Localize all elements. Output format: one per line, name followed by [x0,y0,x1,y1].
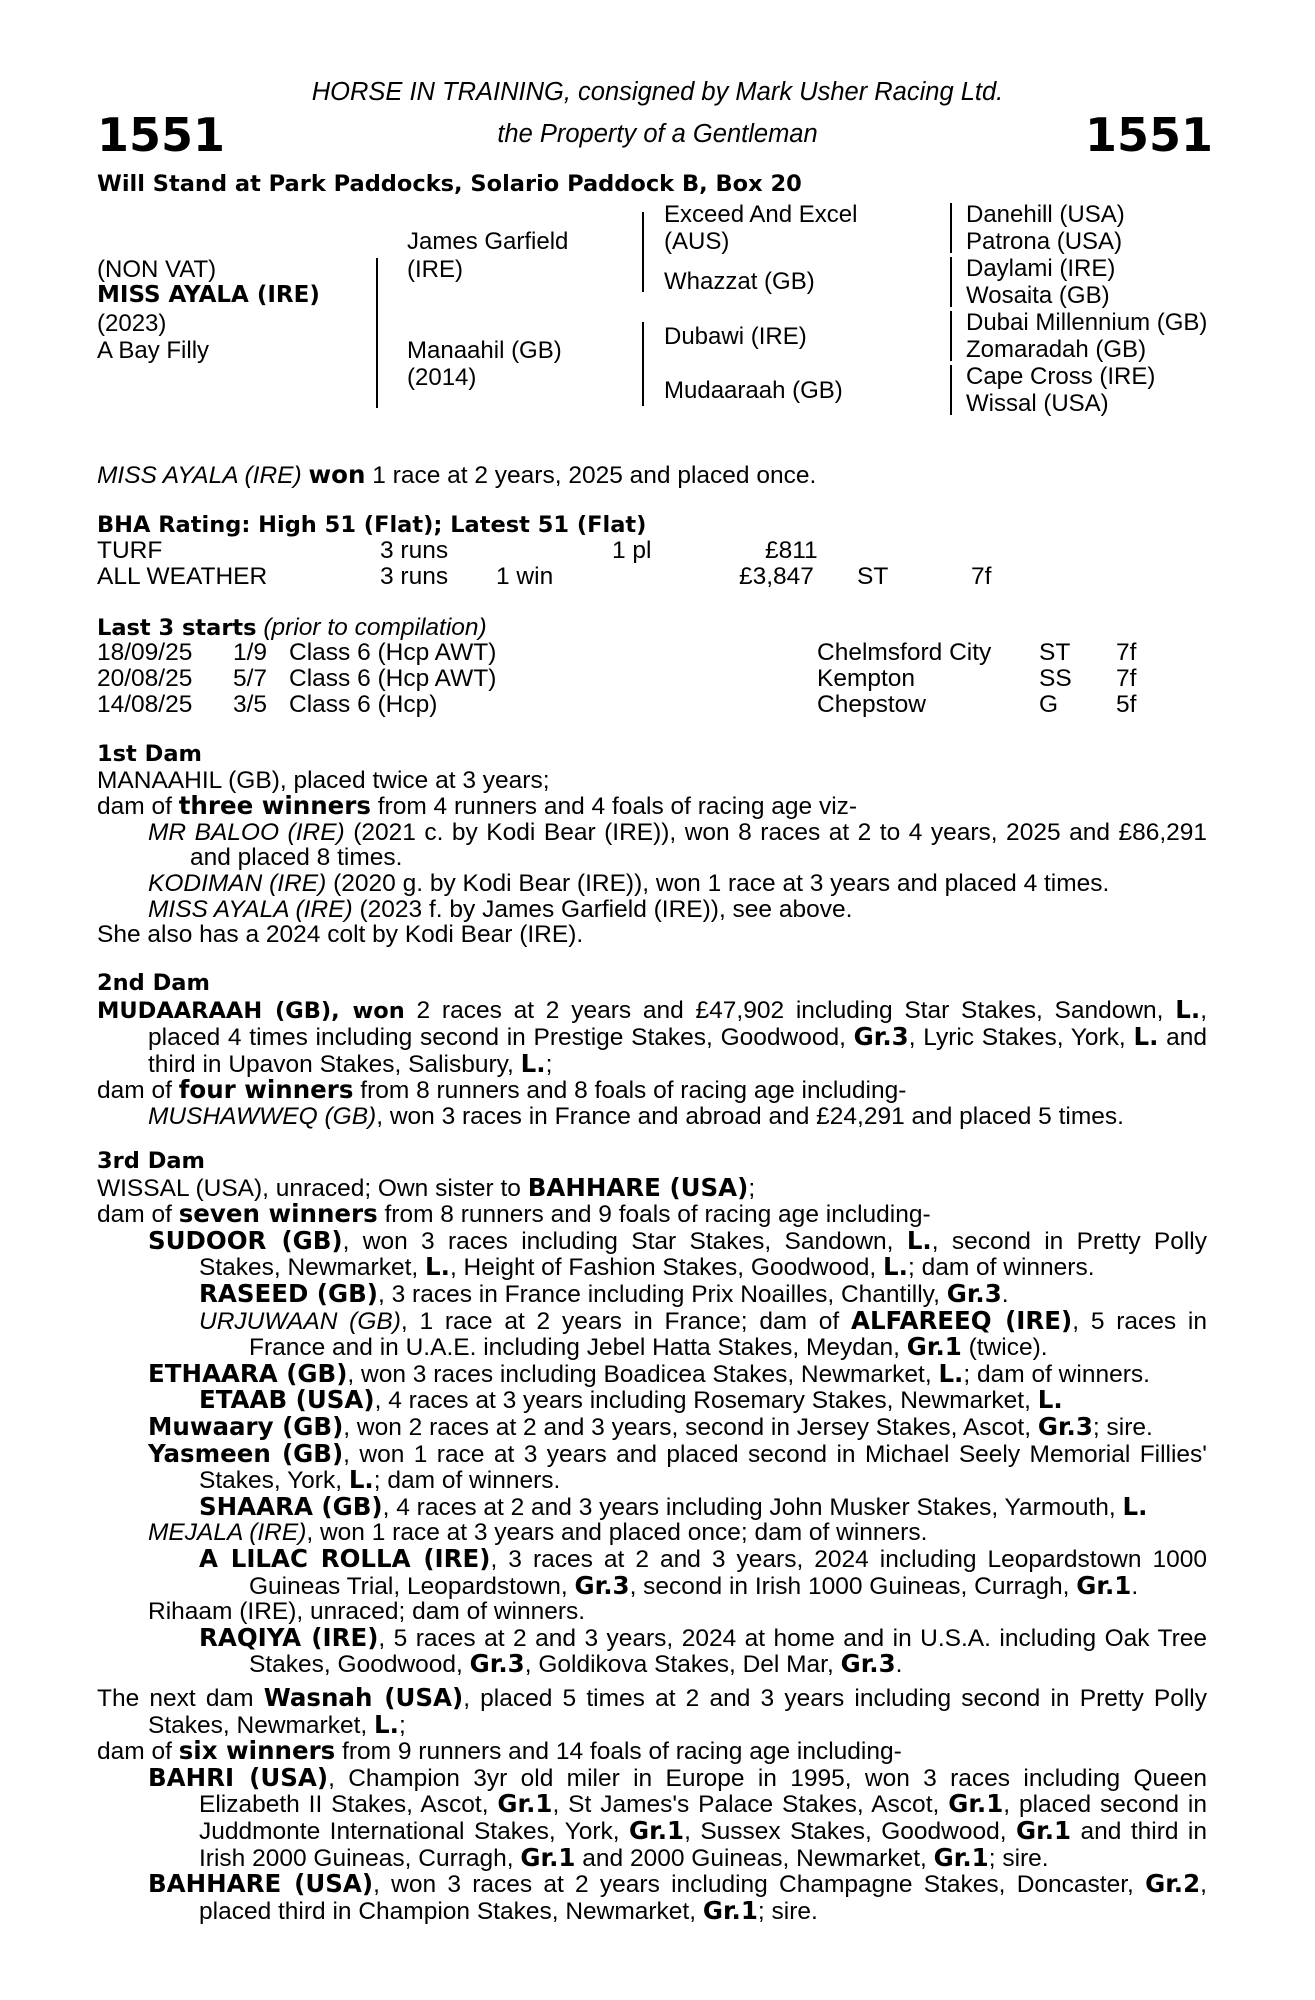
aw-prize: £3,847 [739,563,814,590]
first-dam-title: 1st Dam [97,741,202,767]
start-course: Chelmsford City [817,639,992,666]
start-row [97,692,1197,718]
turf-row [97,538,1197,564]
offspring-1: MR BALOO (IRE) (2021 c. by Kodi Bear (IRE)), won 8 races at 2 to 4 years, 2025 and £86,291 and placed 8 times. [148,818,1208,872]
first-dam-line: MANAAHIL (GB), placed twice at 3 years; [97,766,550,794]
consignor-line: HORSE IN TRAINING, consigned by Mark Usher Racing Ltd. [311,78,1004,106]
horse-year: (2023) [97,310,167,337]
start-position: 3/5 [233,691,268,718]
start-row [97,640,1197,666]
sire-sire-name: Exceed And Excel [664,201,858,228]
start-date: 14/08/25 [97,691,193,718]
sudoor: SUDOOR (GB), won 3 races including Star Stakes, Sandown, L., second in Pretty Polly Stakes, Newmarket, L., Height of Fashion Stakes, Goodwood, L.; dam of winners. [148,1225,1207,1282]
brace-2 [642,212,644,292]
urjuwaan: URJUWAAN (GB), 1 race at 2 years in France; dam of ALFAREEQ (IRE), 5 races in France and in U.A.E. including Jebel Hatta Stakes, Meydan, Gr.1 (twice). [199,1305,1207,1362]
turf-runs: 3 runs [380,537,449,564]
dam-name: Manaahil (GB) [407,337,562,364]
sire-name: James Garfield [407,228,569,255]
first-dam-section [97,742,1207,948]
brace-5 [950,257,952,307]
dam-dam: Mudaaraah (GB) [664,377,843,404]
turf-prize: £811 [765,537,818,564]
horse-name: MISS AYALA (IRE) [97,282,320,308]
aw-label: ALL WEATHER [97,563,268,590]
shaara: SHAARA (GB), 4 races at 2 and 3 years including John Musker Stakes, Yarmouth, L. [199,1491,1148,1521]
start-going: ST [1039,639,1071,666]
third-dam-line: WISSAL (USA), unraced; Own sister to BAHHARE (USA); [97,1172,756,1202]
third-dam-section [97,1149,1207,1678]
rihaam: Rihaam (IRE), unraced; dam of winners. [148,1598,586,1626]
last3-note: (prior to compilation) [263,614,487,641]
brace-6 [950,311,952,361]
next-dam-section [97,1685,1207,1924]
etaab: ETAAB (USA), 4 races at 3 years including Rosemary Stakes, Newmarket, L. [199,1385,1063,1415]
summary-horse: MISS AYALA (IRE) [97,462,302,489]
start-row [97,666,1197,692]
last3-title: Last 3 starts [97,615,257,641]
turf-label: TURF [97,537,163,564]
start-date: 18/09/25 [97,639,193,666]
summary-rest: 1 race at 2 years, 2025 and placed once. [365,462,817,489]
start-course: Kempton [817,665,916,692]
first-dam-produce: dam of three winners from 4 runners and 4 foals of racing age viz- [97,791,858,821]
last3-heading [97,615,1207,642]
third-dam-produce: dam of seven winners from 8 runners and 9 foals of racing age including- [97,1199,931,1229]
g3-2: Patrona (USA) [966,228,1123,255]
sire-dam: Whazzat (GB) [664,268,815,295]
g3-5: Dubai Millennium (GB) [966,309,1208,336]
yasmeen: Yasmeen (GB), won 1 race at 3 years and placed second in Michael Seely Memorial Fillies' Stakes, York, L.; dam of winners. [148,1438,1207,1495]
lot-number-left: 1551 [97,108,226,162]
start-going: SS [1039,665,1072,692]
start-class: Class 6 (Hcp) [289,691,438,718]
ethaara: ETHAARA (GB), won 3 races including Boadicea Stakes, Newmarket, L.; dam of winners. [148,1358,1150,1388]
g3-7: Cape Cross (IRE) [966,363,1156,390]
offspring-3: MISS AYALA (IRE) (2023 f. by James Garfield (IRE)), see above. [148,895,853,923]
g3-4: Wosaita (GB) [966,282,1110,309]
summary-won: won [308,460,366,489]
mejala: MEJALA (IRE), won 1 race at 3 years and placed once; dam of winners. [148,1519,928,1547]
start-date: 20/08/25 [97,665,193,692]
g3-6: Zomaradah (GB) [966,336,1147,363]
horse-description: A Bay Filly [97,337,210,364]
start-distance: 7f [1116,639,1137,666]
raqiya: RAQIYA (IRE), 5 races at 2 and 3 years, 2024 at home and in U.S.A. including Oak Tree Stakes, Goodwood, Gr.3, Goldikova Stakes, Del Mar, Gr.3. [199,1622,1207,1679]
next-dam-produce: dam of six winners from 9 runners and 14 foals of racing age including- [97,1736,902,1766]
sire-sire-country: (AUS) [664,228,730,255]
turf-placed: 1 pl [612,537,652,564]
g3-8: Wissal (USA) [966,390,1109,417]
bahhare: BAHHARE (USA), won 3 races at 2 years including Champagne Stakes, Doncaster, Gr.2, placed third in Champion Stakes, Newmarket, Gr.1; sire. [148,1869,1207,1925]
lot-number-right: 1551 [1085,108,1214,162]
sire-country: (IRE) [407,256,463,283]
raseed: RASEED (GB), 3 races in France including Prix Noailles, Chantilly, Gr.3. [199,1278,1009,1308]
property-line: the Property of a Gentleman [497,120,818,148]
start-course: Chepstow [817,691,926,718]
third-dam-title: 3rd Dam [97,1148,205,1174]
offspring-2: KODIMAN (IRE) (2020 g. by Kodi Bear (IRE)), won 1 race at 3 years and placed 4 times. [148,869,1110,897]
race-summary [97,462,1207,489]
vat-status: (NON VAT) [97,256,217,283]
g3-1: Danehill (USA) [966,201,1125,228]
aw-wins: 1 win [496,563,554,590]
second-dam-produce: dam of four winners from 8 runners and 8 foals of racing age including- [97,1075,907,1105]
aw-runs: 3 runs [380,563,449,590]
start-distance: 5f [1116,691,1137,718]
dam-sire: Dubawi (IRE) [664,323,807,350]
aw-going: ST [857,563,889,590]
brace-1 [376,258,378,408]
first-dam-foal: She also has a 2024 colt by Kodi Bear (IRE). [97,921,584,949]
start-distance: 7f [1116,665,1137,692]
muwaary: Muwaary (GB), won 2 races at 2 and 3 years, second in Jersey Stakes, Ascot, Gr.3; sire. [148,1411,1153,1441]
brace-7 [950,365,952,415]
start-class: Class 6 (Hcp AWT) [289,665,497,692]
dam-year: (2014) [407,364,477,391]
start-class: Class 6 (Hcp AWT) [289,639,497,666]
bahri: BAHRI (USA), Champion 3yr old miler in Europe in 1995, won 3 races including Queen Elizabeth II Stakes, Ascot, Gr.1, St James's Palace Stakes, Ascot, Gr.1, placed second in Juddmonte International Stakes, York, Gr.1, Sussex Stakes, Goodwood, Gr.1 and third in Irish 2000 Guineas, Curragh, Gr.1 and 2000 Guineas, Newmarket, Gr.1; sire. [148,1762,1208,1872]
venue-line: Will Stand at Park Paddocks, Solario Paddock B, Box 20 [97,171,802,197]
bha-rating: BHA Rating: High 51 (Flat); Latest 51 (Flat) [97,512,647,538]
start-position: 5/7 [233,665,268,692]
next-dam-record: The next dam Wasnah (USA), placed 5 times at 2 and 3 years including second in Pretty Polly Stakes, Newmarket, L.; [97,1683,1208,1739]
aw-distance: 7f [971,563,992,590]
second-dam-record: MUDAARAAH (GB), won 2 races at 2 years and £47,902 including Star Stakes, Sandown, L., placed 4 times including second in Prestige Stakes, Goodwood, Gr.3, Lyric Stakes, York, L. and third in Upavon Stakes, Salisbury, L.; [97,994,1208,1078]
brace-4 [950,203,952,253]
brace-3 [642,322,644,406]
g3-3: Daylami (IRE) [966,255,1116,282]
a-lilac-rolla: A LILAC ROLLA (IRE), 3 races at 2 and 3 years, 2024 including Leopardstown 1000 Guineas Trial, Leopardstown, Gr.3, second in Irish 1000 Guineas, Curragh, Gr.1. [199,1543,1207,1600]
start-position: 1/9 [233,639,268,666]
aw-row [97,564,1197,590]
second-dam-title: 2nd Dam [97,970,210,996]
second-dam-section [97,971,1207,1130]
start-going: G [1039,691,1059,718]
second-dam-offspring: MUSHAWWEQ (GB), won 3 races in France and abroad and £24,291 and placed 5 times. [148,1102,1124,1130]
